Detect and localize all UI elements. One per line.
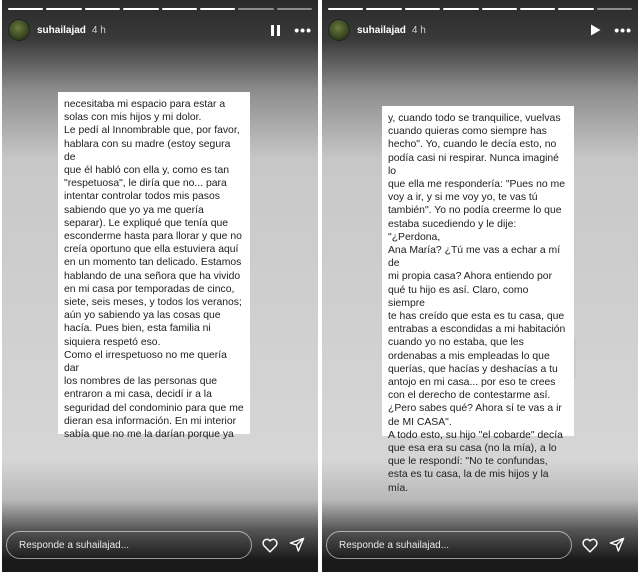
story-progress-bar	[328, 8, 632, 10]
progress-segment	[558, 8, 593, 10]
heart-icon[interactable]	[261, 536, 279, 554]
post-time: 4 h	[411, 24, 426, 36]
avatar[interactable]	[328, 19, 350, 41]
send-icon[interactable]	[608, 536, 626, 554]
progress-segment	[328, 8, 363, 10]
progress-segment	[85, 8, 120, 10]
reply-placeholder: Responde a suhailajad...	[19, 539, 130, 551]
progress-segment	[520, 8, 555, 10]
post-time: 4 h	[91, 24, 106, 36]
story-panel-left[interactable]	[2, 0, 318, 572]
progress-segment	[162, 8, 197, 10]
progress-segment	[8, 8, 43, 10]
story-progress-bar	[8, 8, 312, 10]
heart-icon[interactable]	[581, 536, 599, 554]
progress-segment	[597, 8, 632, 10]
reply-input[interactable]	[6, 531, 252, 559]
send-icon[interactable]	[288, 536, 306, 554]
story-paragraph: A todo esto, su hijo "el cobarde" decía que esa era su casa (no la mía), a lo que le respondí: "No te confundas, esta es tu casa, la de mis hijos y la mía.	[388, 429, 563, 494]
story-header	[8, 18, 312, 42]
story-paragraph: necesitaba mi espacio para estar a solas con mis hijos y mi dolor.	[64, 99, 226, 124]
play-icon[interactable]	[588, 23, 602, 37]
story-text-card	[382, 106, 574, 494]
progress-segment	[443, 8, 478, 10]
username[interactable]: suhailajad	[37, 24, 86, 36]
progress-segment	[46, 8, 81, 10]
progress-segment	[200, 8, 235, 10]
story-header	[328, 18, 632, 42]
progress-segment	[405, 8, 440, 10]
text-scrollbar[interactable]	[574, 338, 576, 378]
progress-segment	[123, 8, 158, 10]
more-options-icon[interactable]: •••	[614, 22, 632, 38]
reply-bar	[6, 530, 314, 560]
reply-bar	[326, 530, 634, 560]
story-text-card	[58, 92, 250, 441]
progress-segment	[366, 8, 401, 10]
story-paragraph: Le pedí al Innombrable que, por favor, hablara con su madre (estoy segura de que él habló con ella y, como es tan "respetuosa", le diría que no... para intentar controlar todos mis pasos sabiendo que yo ya me quería separar). Le expliqué que tenía que esconderme hasta para llorar y que no creía oportuno que ella estuviera aquí en un momento tan delicado. Estamos hablando de una señora que ha vivido en mi casa por temporadas de cinco, siete, seis meses, y todos los veranos; aún yo sabiendo ya las cosas que hacía. Pues bien, esta familia ni siquiera respetó eso.	[64, 125, 242, 348]
avatar[interactable]	[8, 19, 30, 41]
progress-segment	[238, 8, 273, 10]
username[interactable]: suhailajad	[357, 24, 406, 36]
more-options-icon[interactable]: •••	[294, 22, 312, 38]
reply-input[interactable]	[326, 531, 572, 559]
story-panel-right[interactable]	[322, 0, 638, 572]
pause-icon[interactable]	[268, 23, 282, 37]
story-paragraph: Como el irrespetuoso no me quería dar los nombres de las personas que entraron a mi casa, decidí ir a la seguridad del condominio para que me dieran esa información. En mi interior sabía que no me la darían porque ya	[64, 349, 244, 441]
story-paragraph: y, cuando todo se tranquilice, vuelvas cuando quieras como siempre has hecho". Yo, cuando le decía esto, no podía casi ni respirar. Nunca imaginé lo que ella me respondería: "Pues no me voy a ir, y si me voy yo, te vas tú también". Yo no podía creerme lo que estaba sucediendo y le dije: "¿Perdona, Ana María? ¿Tú me vas a echar a mí de mi propia casa? Ahora entiendo por qué tu hijo es así. Claro, como siempre te has creído que esta es tu casa, que entrabas a escondidas a mi habitación cuando yo no estaba, que les ordenabas a mis empleadas lo que querías, que hacías y deshacías a tu antojo en mi casa... por eso te crees con el derecho de contestarme así. ¿Pero sabes qué? Ahora sí te vas a ir de MI CASA".	[388, 113, 566, 428]
reply-placeholder: Responde a suhailajad...	[339, 539, 450, 551]
progress-segment	[277, 8, 312, 10]
progress-segment	[482, 8, 517, 10]
